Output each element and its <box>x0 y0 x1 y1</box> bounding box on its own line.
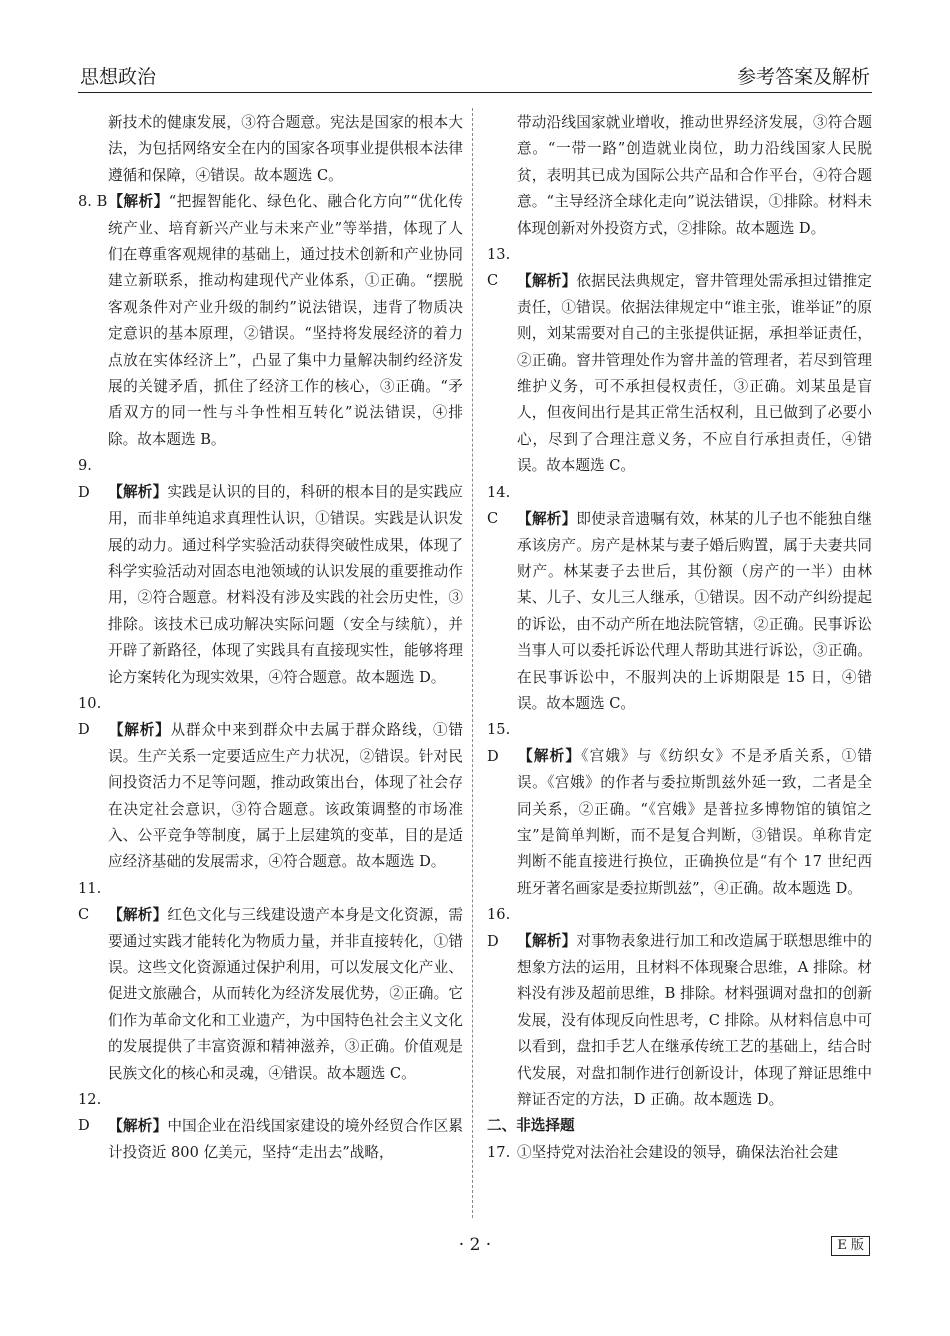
analysis-tag: 【解析】 <box>108 483 168 501</box>
answer-text: 依据民法典规定，窨井管理处需承担过错推定责任，①错误。依据法律规定中“谁主张，谁举证”的原则，刘某需要对自己的主张提供证据，承担举证责任，②正确。窨井管理处作为窨井盖的管理者，若尽到管理维护义务，可不承担侵权责任，③正确。刘某虽是盲人，但夜间出行是其正常生活权利，且已做到了必要小心，尽到了合理注意义务，不应自行承担责任，④错误。故本题选 C。 <box>517 272 872 475</box>
question-number: 8. B <box>78 193 108 211</box>
analysis-tag: 【解析】 <box>108 721 171 739</box>
analysis-tag: 【解析】 <box>108 1117 168 1135</box>
page-number: · 2 · <box>458 1235 492 1255</box>
answer-item <box>487 242 872 480</box>
answer-text: 红色文化与三线建设遗产本身是文化资源，需要通过实践才能转化为物质力量，并非直接转化，①错误。这些文化资源通过保护利用，可以发展文化产业、促进文旅融合，从而转化为经济发展优势，②正确。它们作为革命文化和工业遗产，为中国特色社会主义文化的发展提供了丰富资源和精神滋养，③正确。价值观是民族文化的核心和灵魂，④错误。故本题选 C。 <box>108 906 463 1082</box>
answer-item <box>78 189 463 453</box>
answer-text: “把握智能化、绿色化、融合化方向”“优化传统产业、培育新兴产业与未来产业”等举措，体现了人们在尊重客观规律的基础上，通过技术创新和产业协同建立新联系，推动构建现代产业体系，①正确。“摆脱客观条件对产业升级的制约”说法错误，违背了物质决定意识的基本原理，②错误。“坚持将发展经济的着力点放在实体经济上”，凸显了集中力量解决制约经济发展的关键矛盾，抓住了经济工作的核心，③正确。“矛盾双方的同一性与斗争性相互转化”说法错误，④排除。故本题选 B。 <box>108 193 463 448</box>
answer-item <box>487 1140 872 1166</box>
answer-text: ①坚持党对法治社会建设的领导，确保法治社会建 <box>517 1143 839 1161</box>
answer-item <box>487 717 872 902</box>
analysis-tag: 【解析】 <box>517 747 582 765</box>
question-number: 15. D <box>487 721 511 765</box>
question-number: 11. C <box>78 879 102 924</box>
analysis-tag: 【解析】 <box>517 932 577 950</box>
edition-badge: E 版 <box>831 1236 870 1256</box>
answer-text: 实践是认识的目的，科研的根本目的是实践应用，而非单纯追求真理性认识，①错误。实践是认识发展的动力。通过科学实验活动获得突破性成果，体现了科学实验活动对固态电池领域的认识发展的重要推动作用，②符合题意。材料没有涉及实践的社会历史性，③排除。该技术已成功解决实际问题（安全与续航），并开辟了新路径，体现了实践具有直接现实性，能够将理论方案转化为现实效果，④符合题意。故本题选 D。 <box>108 483 463 686</box>
question-number: 10. D <box>78 694 102 739</box>
question-number: 17. <box>487 1143 511 1161</box>
continuation-text: 带动沿线国家就业增收，推动世界经济发展，③符合题意。“一带一路”创造就业岗位，助力沿线国家人民脱贫，表明其已成为国际公共产品和合作平台，④符合题意。“主导经济全球化走向”说法错误，①排除。材料未体现创新对外投资方式，②排除。故本题选 D。 <box>517 114 872 237</box>
analysis-tag: 【解析】 <box>108 193 169 211</box>
answer-item <box>78 691 463 876</box>
subject-label: 思想政治 <box>80 66 157 88</box>
analysis-tag: 【解析】 <box>517 510 577 528</box>
right-column <box>487 110 872 1166</box>
answer-item <box>78 1087 463 1166</box>
continuation-text: 新技术的健康发展，③符合题意。宪法是国家的根本大法，为包括网络安全在内的国家各项事业提供根本法律遵循和保障，④错误。故本题选 C。 <box>108 114 463 184</box>
page-header <box>78 62 872 93</box>
answer-text: 中国企业在沿线国家建设的境外经贸合作区累计投资近 800 亿美元，坚持“走出去”战略， <box>108 1117 463 1161</box>
answer-text: 《宫娥》与《纺织女》不是矛盾关系，①错误。《宫娥》的作者与委拉斯凯兹外延一致，二者是全同关系，②正确。“《宫娥》是普拉多博物馆的镇馆之宝”是简单判断，而不是复合判断，③错误。单称肯定判断不能直接进行换位，正确换位是“有个 17 世纪西班牙著名画家是委拉斯凯兹”，④正确。故本题选 D。 <box>517 747 872 897</box>
answer-item <box>78 876 463 1087</box>
question-number: 16. D <box>487 906 511 950</box>
answer-text: 即使录音遗嘱有效，林某的儿子也不能独自继承该房产。房产是林某与妻子婚后购置，属于夫妻共同财产。林某妻子去世后，其份额（房产的一半）由林某、儿子、女儿三人继承，①错误。因不动产纠纷提起的诉讼，由不动产所在地法院管辖，②正确。民事诉讼当事人可以委托诉讼代理人帮助其进行诉讼，③正确。在民事诉讼中，不服判决的上诉期限是 15 日，④错误。故本题选 C。 <box>517 510 872 712</box>
section-title: 二、非选择题 <box>487 1117 575 1135</box>
question-number: 14. C <box>487 483 511 528</box>
question-number: 13. C <box>487 246 511 290</box>
answer-item <box>487 480 872 718</box>
analysis-tag: 【解析】 <box>517 272 577 290</box>
answer-text: 从群众中来到群众中去属于群众路线，①错误。生产关系一定要适应生产力状况，②错误。针对民间投资活力不足等问题，推动政策出台，体现了社会存在决定社会意识，③符合题意。该政策调整的市场准入、公平竞争等制度，属于上层建筑的变革，目的是适应经济基础的发展需求，④符合题意。故本题选 D。 <box>108 721 463 871</box>
answer-text: 对事物表象进行加工和改造属于联想思维中的想象方法的运用，且材料不体现聚合思维，A 排除。材料没有涉及超前思维，B 排除。材料强调对盘扣的创新发展，没有体现反向性思考，C 排除。从材料信息中可以看到，盘扣手艺人在继承传统工艺的基础上，结合时代发展，对盘扣制作进行创新设计，体现了辩证思维中辩证否定的方法，D 正确。故本题选 D。 <box>517 932 872 1109</box>
analysis-tag: 【解析】 <box>108 906 168 924</box>
answer-item <box>78 453 463 691</box>
header-title: 参考答案及解析 <box>736 66 870 88</box>
answer-item <box>487 902 872 1113</box>
left-column <box>78 110 463 1166</box>
column-divider <box>472 108 473 1218</box>
question-number: 9. D <box>78 457 92 501</box>
question-number: 12. D <box>78 1091 102 1135</box>
